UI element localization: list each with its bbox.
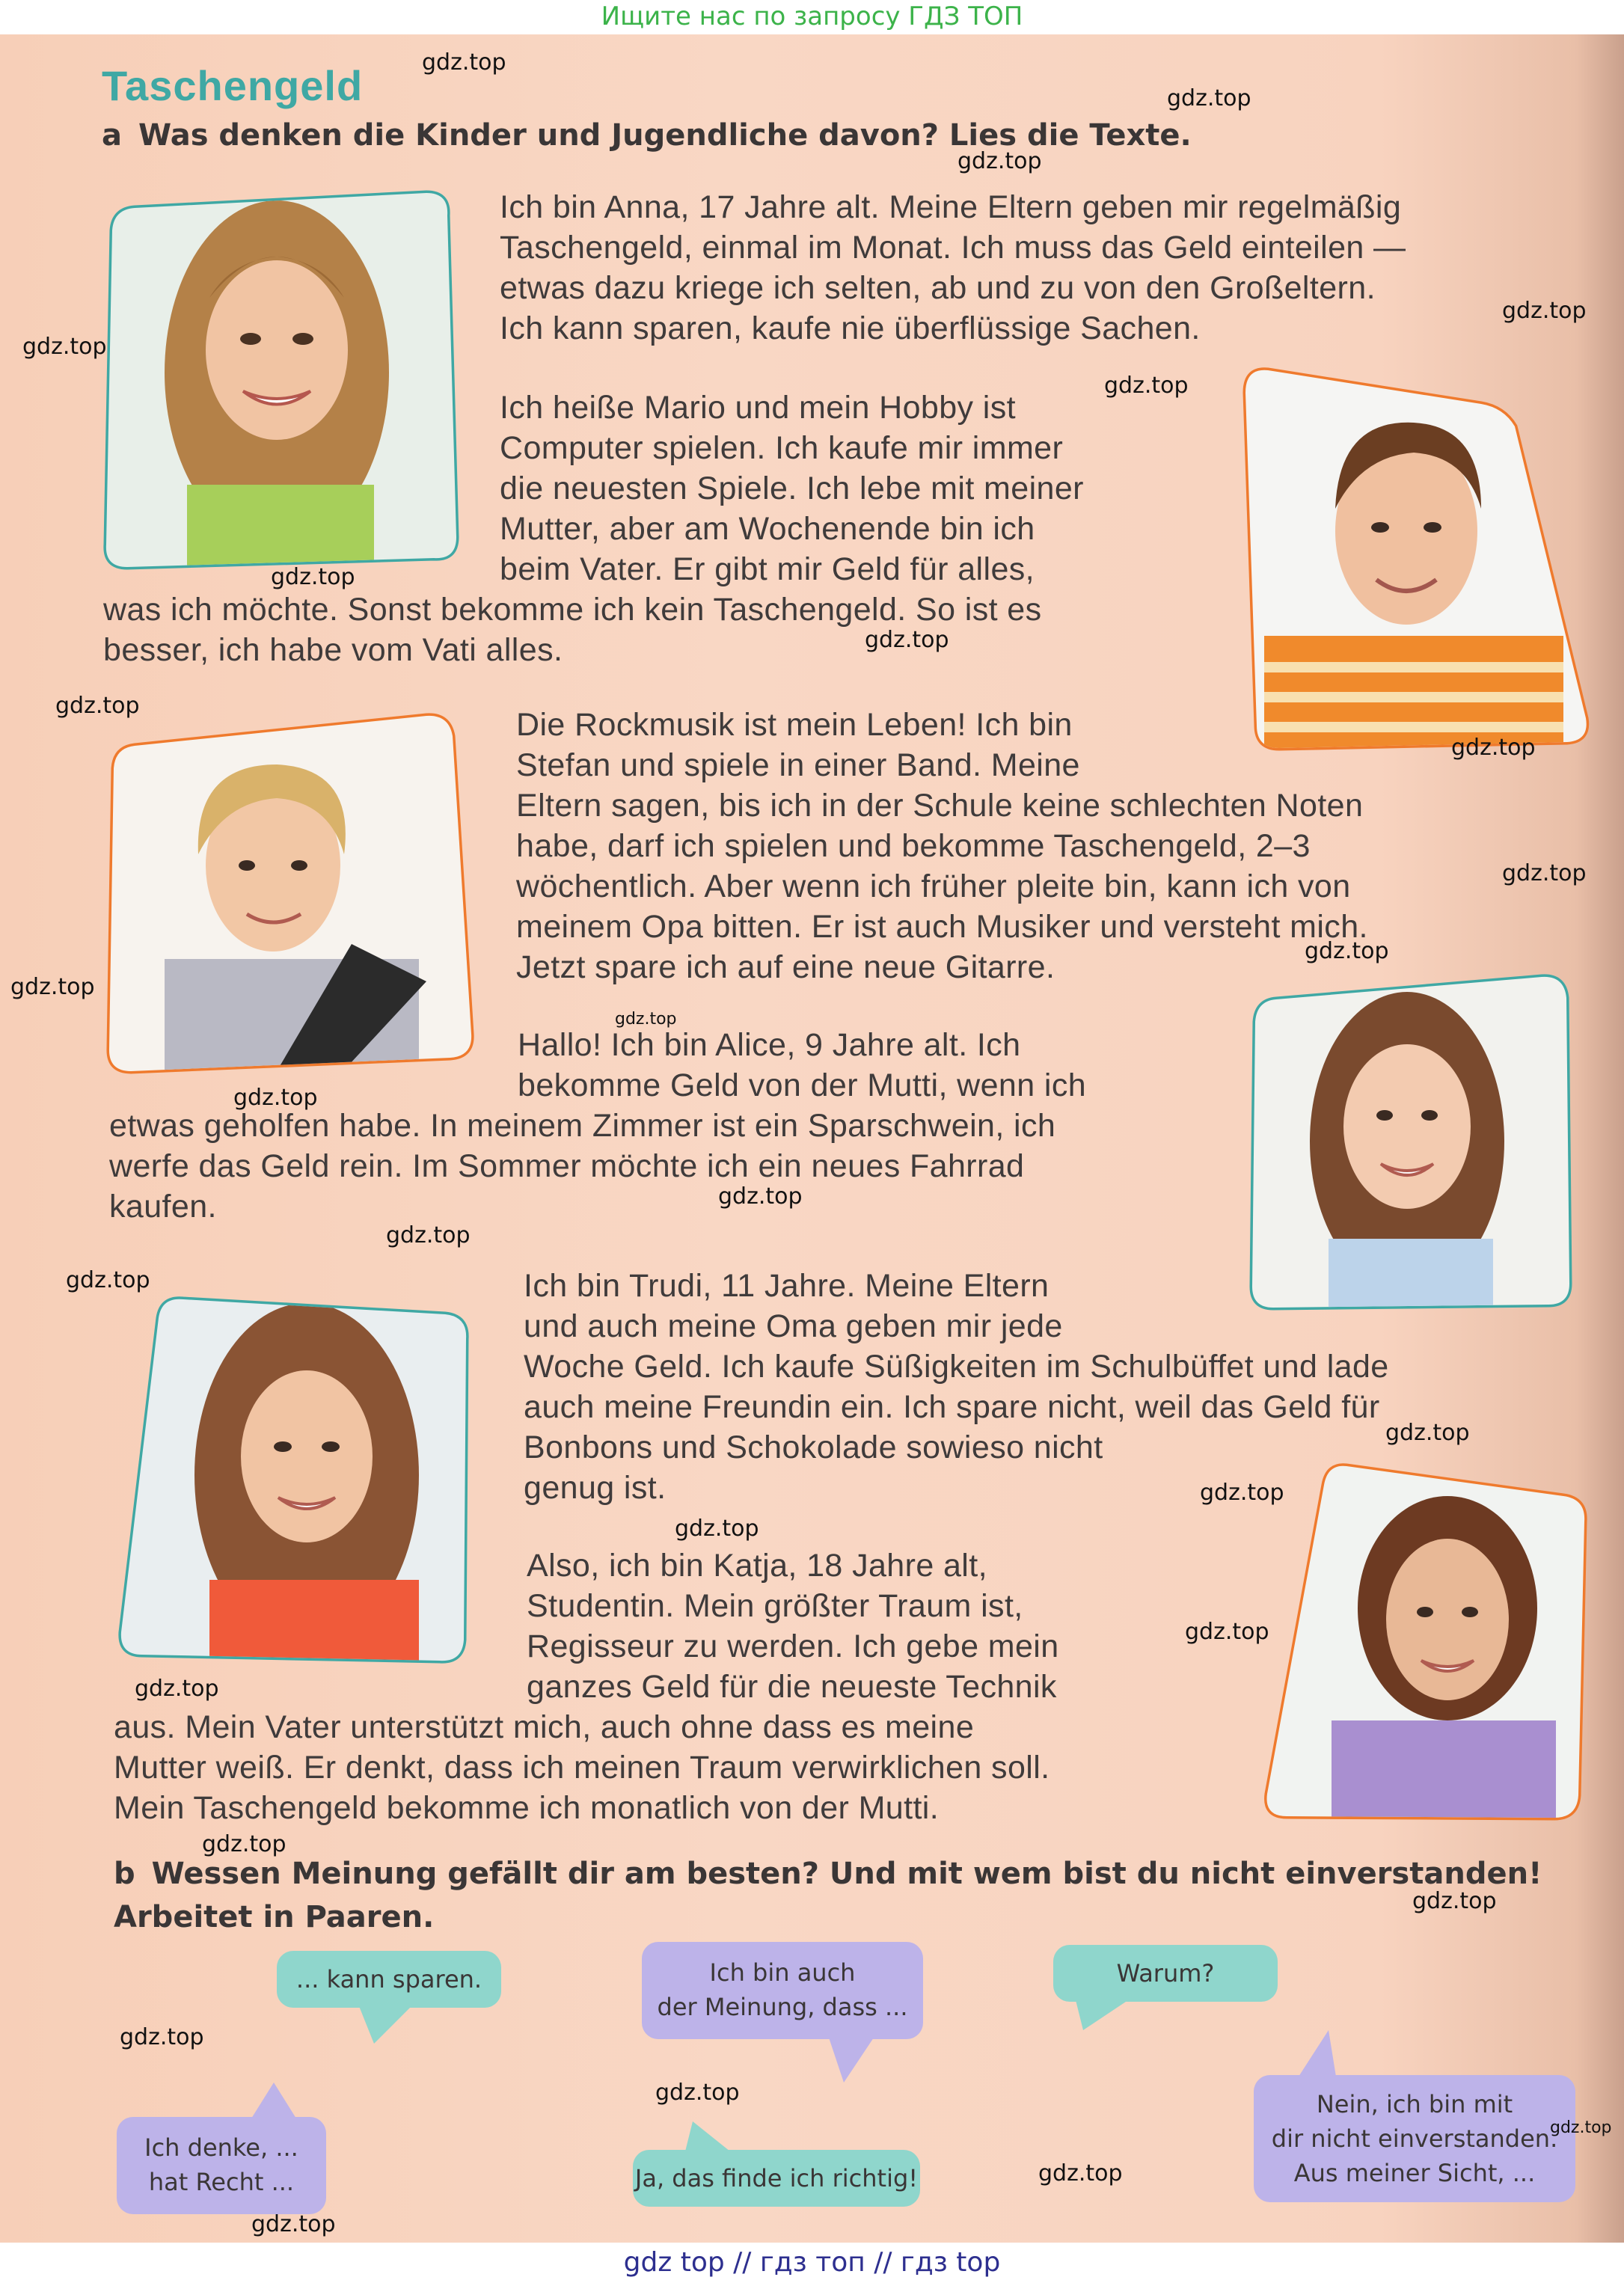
watermark: gdz.top xyxy=(22,334,107,360)
bubble-text: Ja, das finde ich richtig! xyxy=(634,2164,919,2192)
text-mario xyxy=(500,387,1084,589)
speech-bubble-meinung xyxy=(642,1942,923,2039)
watermark: gdz.top xyxy=(386,1222,471,1248)
text-anna xyxy=(500,187,1406,349)
text-line: Ich heiße Mario und mein Hobby ist xyxy=(500,390,1016,426)
bottom-banner[interactable]: gdz top // гдз топ // гдз top xyxy=(0,2243,1624,2283)
text-line: habe, darf ich spielen und bekomme Taschengeld, 2–3 xyxy=(516,828,1311,864)
bubble-text: Ich denke, ... xyxy=(144,2133,298,2162)
watermark: gdz.top xyxy=(1502,860,1587,886)
text-line: Studentin. Mein größter Traum ist, xyxy=(527,1588,1023,1624)
watermark: gdz.top xyxy=(55,693,140,719)
text-line: Bonbons und Schokolade sowieso nicht xyxy=(524,1429,1103,1465)
watermark: gdz.top xyxy=(1385,1420,1470,1446)
text-line: Mutter, aber am Wochenende bin ich xyxy=(500,511,1035,547)
text-line: werfe das Geld rein. Im Sommer möchte ich ein neues Fahrrad xyxy=(109,1148,1025,1184)
text-line: genug ist. xyxy=(524,1470,667,1506)
text-line: besser, ich habe vom Vati alles. xyxy=(103,632,563,668)
watermark: gdz.top xyxy=(271,564,355,590)
text-line: und auch meine Oma geben mir jede xyxy=(524,1308,1063,1344)
text-line: meinem Opa bitten. Er ist auch Musiker und versteht mich. xyxy=(516,909,1368,945)
watermark: gdz.top xyxy=(1104,373,1189,399)
watermark: gdz.top xyxy=(66,1267,150,1293)
text-stefan xyxy=(516,705,1368,987)
task-a-letter: a xyxy=(102,118,122,153)
watermark: gdz.top xyxy=(1550,2118,1612,2137)
text-line: Die Rockmusik ist mein Leben! Ich bin xyxy=(516,707,1073,743)
text-katja-cont xyxy=(114,1707,1050,1828)
text-katja xyxy=(527,1545,1059,1707)
photo-trudi xyxy=(112,1288,479,1670)
top-banner[interactable]: Ищите нас по запросу ГДЗ ТОП xyxy=(0,0,1624,34)
speech-bubble-sparen xyxy=(277,1951,501,2008)
bubble-text: hat Recht ... xyxy=(148,2168,295,2196)
bubble-text: Nein, ich bin mit xyxy=(1316,2090,1513,2118)
text-line: Ich kann sparen, kaufe nie überflüssige Sachen. xyxy=(500,310,1201,346)
bubble-text: dir nicht einverstanden. xyxy=(1271,2124,1558,2153)
watermark: gdz.top xyxy=(1200,1480,1284,1506)
task-b-letter: b xyxy=(114,1857,135,1891)
text-line: etwas dazu kriege ich selten, ab und zu von den Großeltern. xyxy=(500,270,1376,306)
text-alice-cont xyxy=(109,1106,1055,1227)
text-line: Eltern sagen, bis ich in der Schule keine schlechten Noten xyxy=(516,788,1364,824)
text-line: Mein Taschengeld bekomme ich monatlich von der Mutti. xyxy=(114,1790,940,1826)
watermark: gdz.top xyxy=(615,1010,677,1029)
photo-stefan xyxy=(105,712,479,1079)
text-line: die neuesten Spiele. Ich lebe mit meiner xyxy=(500,471,1084,506)
bubble-text: der Meinung, dass ... xyxy=(657,1993,908,2021)
watermark: gdz.top xyxy=(120,2024,204,2050)
speech-bubble-richtig xyxy=(633,2150,920,2207)
text-line: beim Vater. Er gibt mir Geld für alles, xyxy=(500,551,1035,587)
watermark: gdz.top xyxy=(957,148,1042,174)
text-line: Jetzt spare ich auf eine neue Gitarre. xyxy=(516,949,1055,985)
speech-bubble-warum xyxy=(1053,1945,1278,2002)
watermark: gdz.top xyxy=(655,2080,740,2106)
watermark: gdz.top xyxy=(251,2211,336,2237)
text-line: was ich möchte. Sonst bekomme ich kein Taschengeld. So ist es xyxy=(103,592,1042,628)
text-line: Regisseur zu werden. Ich gebe mein xyxy=(527,1628,1059,1664)
text-line: Also, ich bin Katja, 18 Jahre alt, xyxy=(527,1548,987,1584)
watermark: gdz.top xyxy=(202,1831,287,1857)
watermark: gdz.top xyxy=(1451,735,1536,761)
text-line: Stefan und spiele in einer Band. Meine xyxy=(516,747,1080,783)
text-line: Ich bin Trudi, 11 Jahre. Meine Eltern xyxy=(524,1268,1050,1304)
bubble-text: Aus meiner Sicht, ... xyxy=(1293,2159,1536,2187)
text-line: wöchentlich. Aber wenn ich früher pleite bin, kann ich von xyxy=(516,868,1351,904)
bubble-text: ... kann sparen. xyxy=(295,1965,482,1994)
watermark: gdz.top xyxy=(422,49,506,76)
watermark: gdz.top xyxy=(718,1183,803,1210)
watermark: gdz.top xyxy=(1185,1619,1269,1645)
text-line: ganzes Geld für die neueste Technik xyxy=(527,1669,1057,1705)
task-b-line: Arbeitet in Paaren. xyxy=(114,1900,435,1934)
text-line: auch meine Freundin ein. Ich spare nicht, weil das Geld für xyxy=(524,1389,1380,1425)
photo-anna xyxy=(97,186,464,574)
watermark: gdz.top xyxy=(1038,2160,1123,2187)
watermark: gdz.top xyxy=(1305,938,1389,964)
text-line: etwas geholfen habe. In meinem Zimmer ist ein Sparschwein, ich xyxy=(109,1108,1056,1144)
bubble-text: Warum? xyxy=(1116,1959,1215,1988)
text-line: aus. Mein Vater unterstützt mich, auch ohne dass es meine xyxy=(114,1709,975,1745)
watermark: gdz.top xyxy=(1167,85,1251,111)
task-b-line: Wessen Meinung gefällt dir am besten? Und mit wem bist du nicht einverstanden! xyxy=(151,1857,1542,1891)
task-a-text: Was denken die Kinder und Jugendliche davon? Lies die Texte. xyxy=(138,118,1192,153)
text-line: Hallo! Ich bin Alice, 9 Jahre alt. Ich xyxy=(518,1027,1021,1063)
watermark: gdz.top xyxy=(10,974,95,1000)
text-line: Mutter weiß. Er denkt, dass ich meinen Traum verwirklichen soll. xyxy=(114,1750,1050,1786)
watermark: gdz.top xyxy=(675,1516,759,1542)
text-line: Taschengeld, einmal im Monat. Ich muss das Geld einteilen — xyxy=(500,230,1406,266)
bubble-text: Ich bin auch xyxy=(709,1958,856,1987)
watermark: gdz.top xyxy=(233,1085,318,1111)
watermark: gdz.top xyxy=(865,627,949,653)
text-line: kaufen. xyxy=(109,1189,217,1225)
speech-bubble-nein xyxy=(1254,2075,1575,2202)
text-line: Woche Geld. Ich kaufe Süßigkeiten im Schulbüffet und lade xyxy=(524,1349,1389,1385)
speech-bubble-denke xyxy=(117,2117,326,2214)
text-alice xyxy=(518,1025,1086,1106)
photo-alice xyxy=(1246,969,1575,1314)
watermark: gdz.top xyxy=(1412,1888,1497,1914)
photo-mario xyxy=(1234,359,1593,756)
watermark: gdz.top xyxy=(1502,298,1587,324)
task-b-heading xyxy=(114,1852,1542,1939)
page-title: Taschengeld xyxy=(102,62,364,109)
watermark: gdz.top xyxy=(135,1676,219,1702)
text-line: bekomme Geld von der Mutti, wenn ich xyxy=(518,1067,1087,1103)
text-line: Ich bin Anna, 17 Jahre alt. Meine Eltern geben mir regelmäßig xyxy=(500,189,1402,225)
text-trudi xyxy=(524,1266,1389,1508)
text-line: Computer spielen. Ich kaufe mir immer xyxy=(500,430,1064,466)
